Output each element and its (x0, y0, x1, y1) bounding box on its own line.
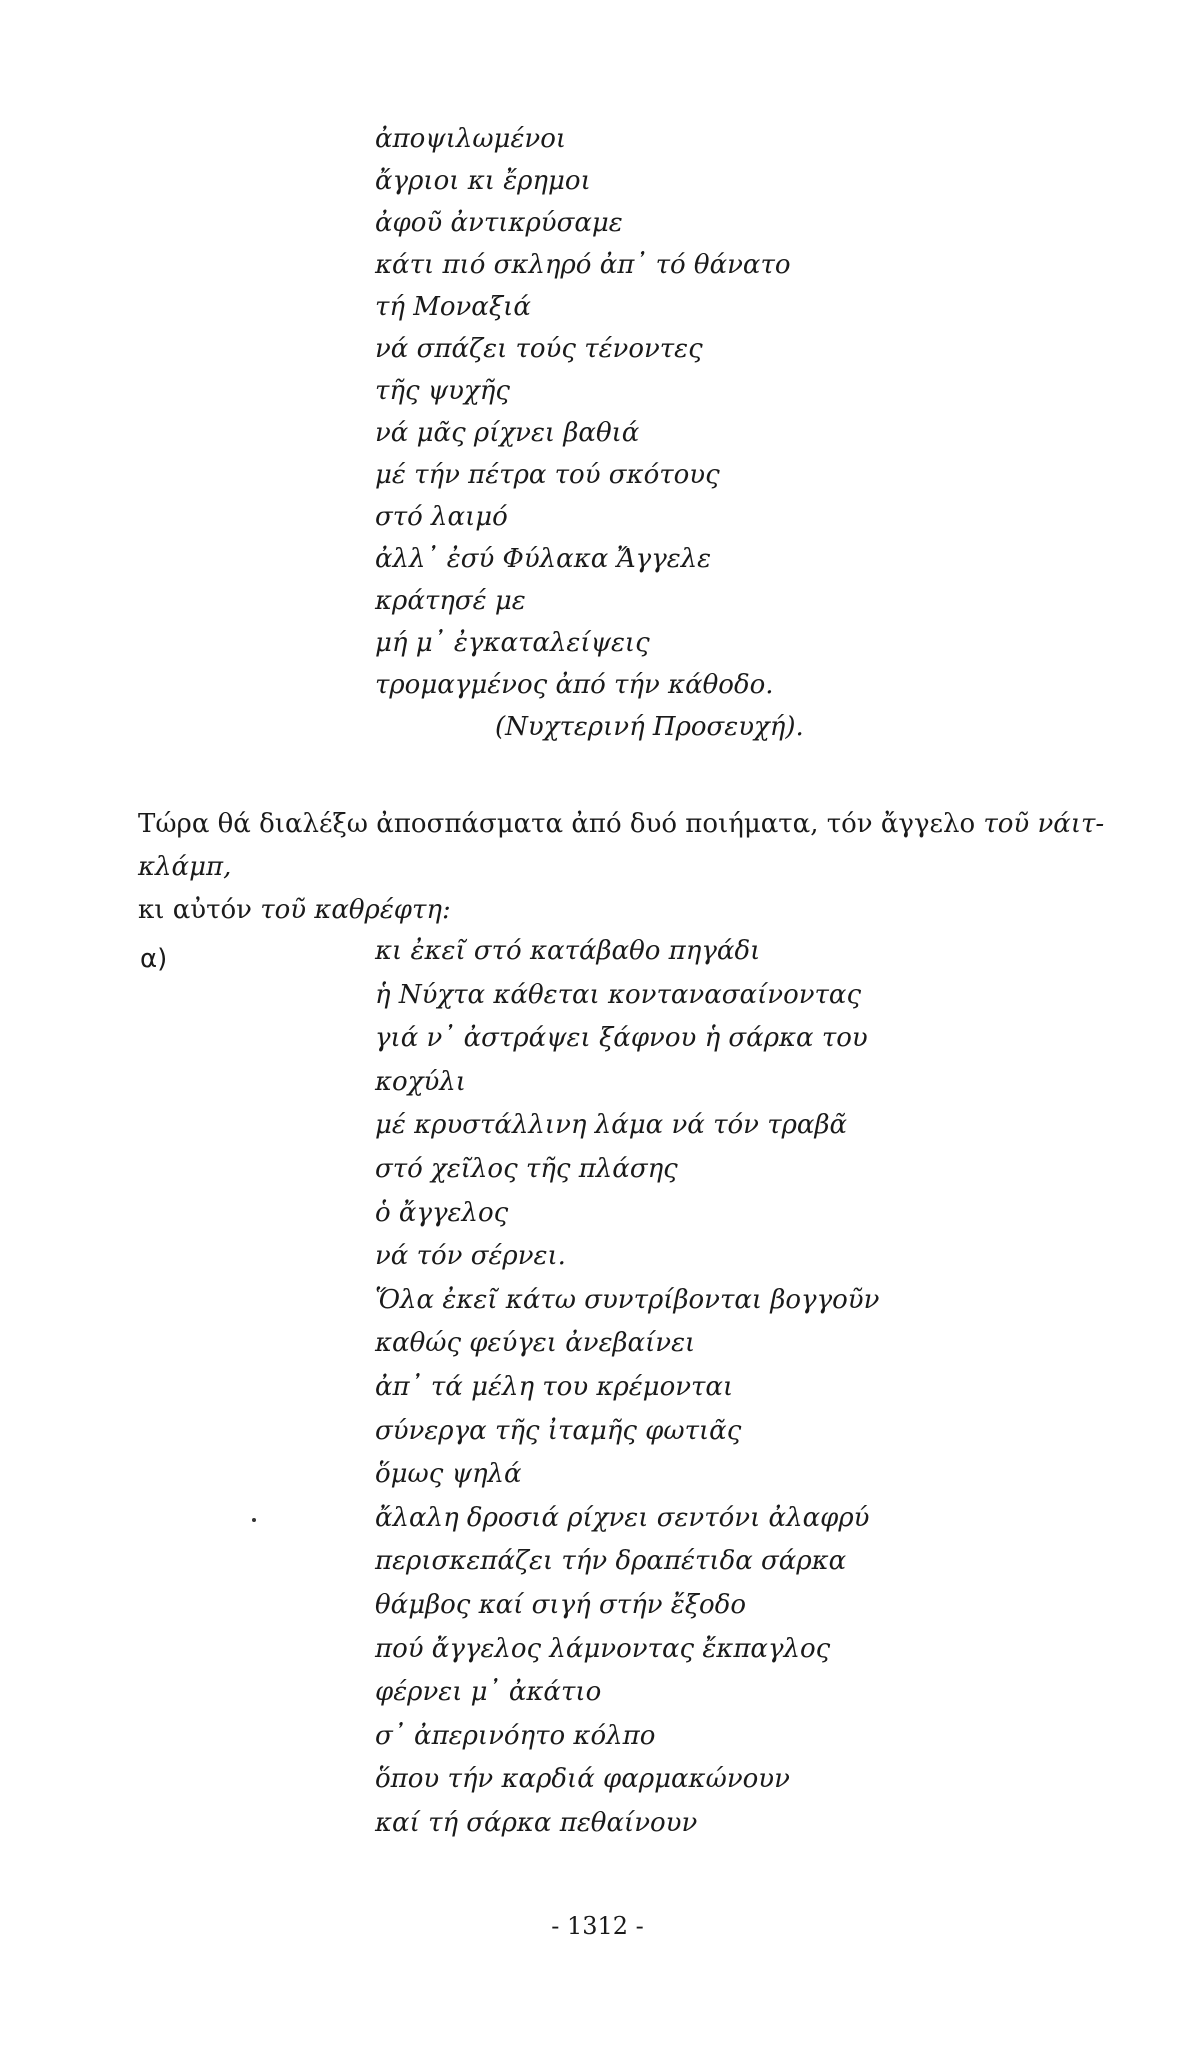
poem-line: τῆς ψυχῆς (375, 376, 510, 406)
poem-line: θάμβος καί σιγή στήν ἔξοδο (375, 1589, 747, 1620)
poem-line: νά μᾶς ρίχνει βαθιά (375, 418, 640, 448)
poem-line: σύνεργα τῆς ἰταμῆς φωτιᾶς (375, 1415, 742, 1446)
prose-text: κι αὐτόν (138, 895, 261, 925)
poem-line: ἄλαλη δροσιά ρίχνει σεντόνι ἀλαφρύ (375, 1502, 870, 1533)
item-label: α) (140, 944, 168, 974)
poem-stanza-2 (375, 930, 879, 1845)
poem-line: καί τή σάρκα πεθαίνουν (375, 1807, 698, 1838)
poem-line: ἀπ᾽ τά μέλη του κρέμονται (375, 1371, 734, 1402)
poem-line: κάτι πιό σκληρό ἀπ᾽ τό θάνατο (375, 250, 791, 280)
poem-line: τρομαγμένος ἀπό τήν κάθοδο. (375, 670, 774, 700)
poem-line: σ᾽ ἀπερινόητο κόλπο (375, 1720, 656, 1751)
poem-line: ὅμως ψηλά (375, 1459, 522, 1490)
poem-line: φέρνει μ᾽ ἀκάτιο (375, 1677, 602, 1708)
prose-title-italic: τοῦ καθρέφτη: (260, 895, 451, 925)
poem-line: ἀλλ᾽ ἐσύ Φύλακα Ἄγγελε (375, 544, 712, 574)
poem-line: κι ἐκεῖ στό κατάβαθο πηγάδι (375, 936, 761, 966)
poem-line: κοχύλι (375, 1066, 466, 1097)
poem-line: ἄγριοι κι ἔρημοι (375, 166, 591, 196)
prose-paragraph (138, 803, 1138, 932)
poem-line: γιά ν᾽ ἀστράψει ξάφνου ἡ σάρκα του (375, 1023, 868, 1054)
poem-stanza-1 (375, 118, 804, 748)
prose-text: Τώρα θά διαλέξω ἀποσπάσματα ἀπό δυό ποιήματα, τόν ἄγγελο (138, 809, 984, 839)
poem-line: πού ἄγγελος λάμνοντας ἔκπαγλος (375, 1633, 831, 1664)
poem-line: στό χεῖλος τῆς πλάσης (375, 1153, 678, 1184)
poem-line: μέ κρυστάλλινη λάμα νά τόν τραβᾶ (375, 1110, 848, 1141)
poem-line: καθώς φεύγει ἀνεβαίνει (375, 1328, 696, 1359)
poem-line: ὅπου τήν καρδιά φαρμακώνουν (375, 1764, 790, 1795)
poem-line: ἀποψιλωμένοι (375, 124, 567, 154)
poem-line: μέ τήν πέτρα τού σκότους (375, 460, 720, 490)
poem-line: κράτησέ με (375, 586, 526, 616)
poem-attribution: (Νυχτερινή Προσευχή). (495, 712, 804, 742)
page-number: - 1312 - (551, 1912, 644, 1940)
poem-line: νά τόν σέρνει. (375, 1241, 566, 1272)
poem-line: Ὅλα ἐκεῖ κάτω συντρίβονται βογγοῦν (375, 1284, 880, 1315)
ink-dot (252, 1518, 256, 1522)
poem-line: ἡ Νύχτα κάθεται κοντανασαίνοντας (375, 979, 862, 1010)
poem-line: ὁ ἄγγελος (375, 1197, 509, 1228)
poem-line: στό λαιμό (375, 502, 508, 532)
poem-line: μή μ᾽ ἐγκαταλείψεις (375, 628, 650, 658)
poem-line: ἀφοῦ ἀντικρύσαμε (375, 208, 623, 238)
prose-title-italic: τοῦ νάιτ-κλάμπ, (138, 809, 1105, 882)
poem-line: νά σπάζει τούς τένοντες (375, 334, 703, 364)
poem-line: τή Μοναξιά (375, 292, 531, 322)
poem-line: περισκεπάζει τήν δραπέτιδα σάρκα (375, 1546, 847, 1577)
